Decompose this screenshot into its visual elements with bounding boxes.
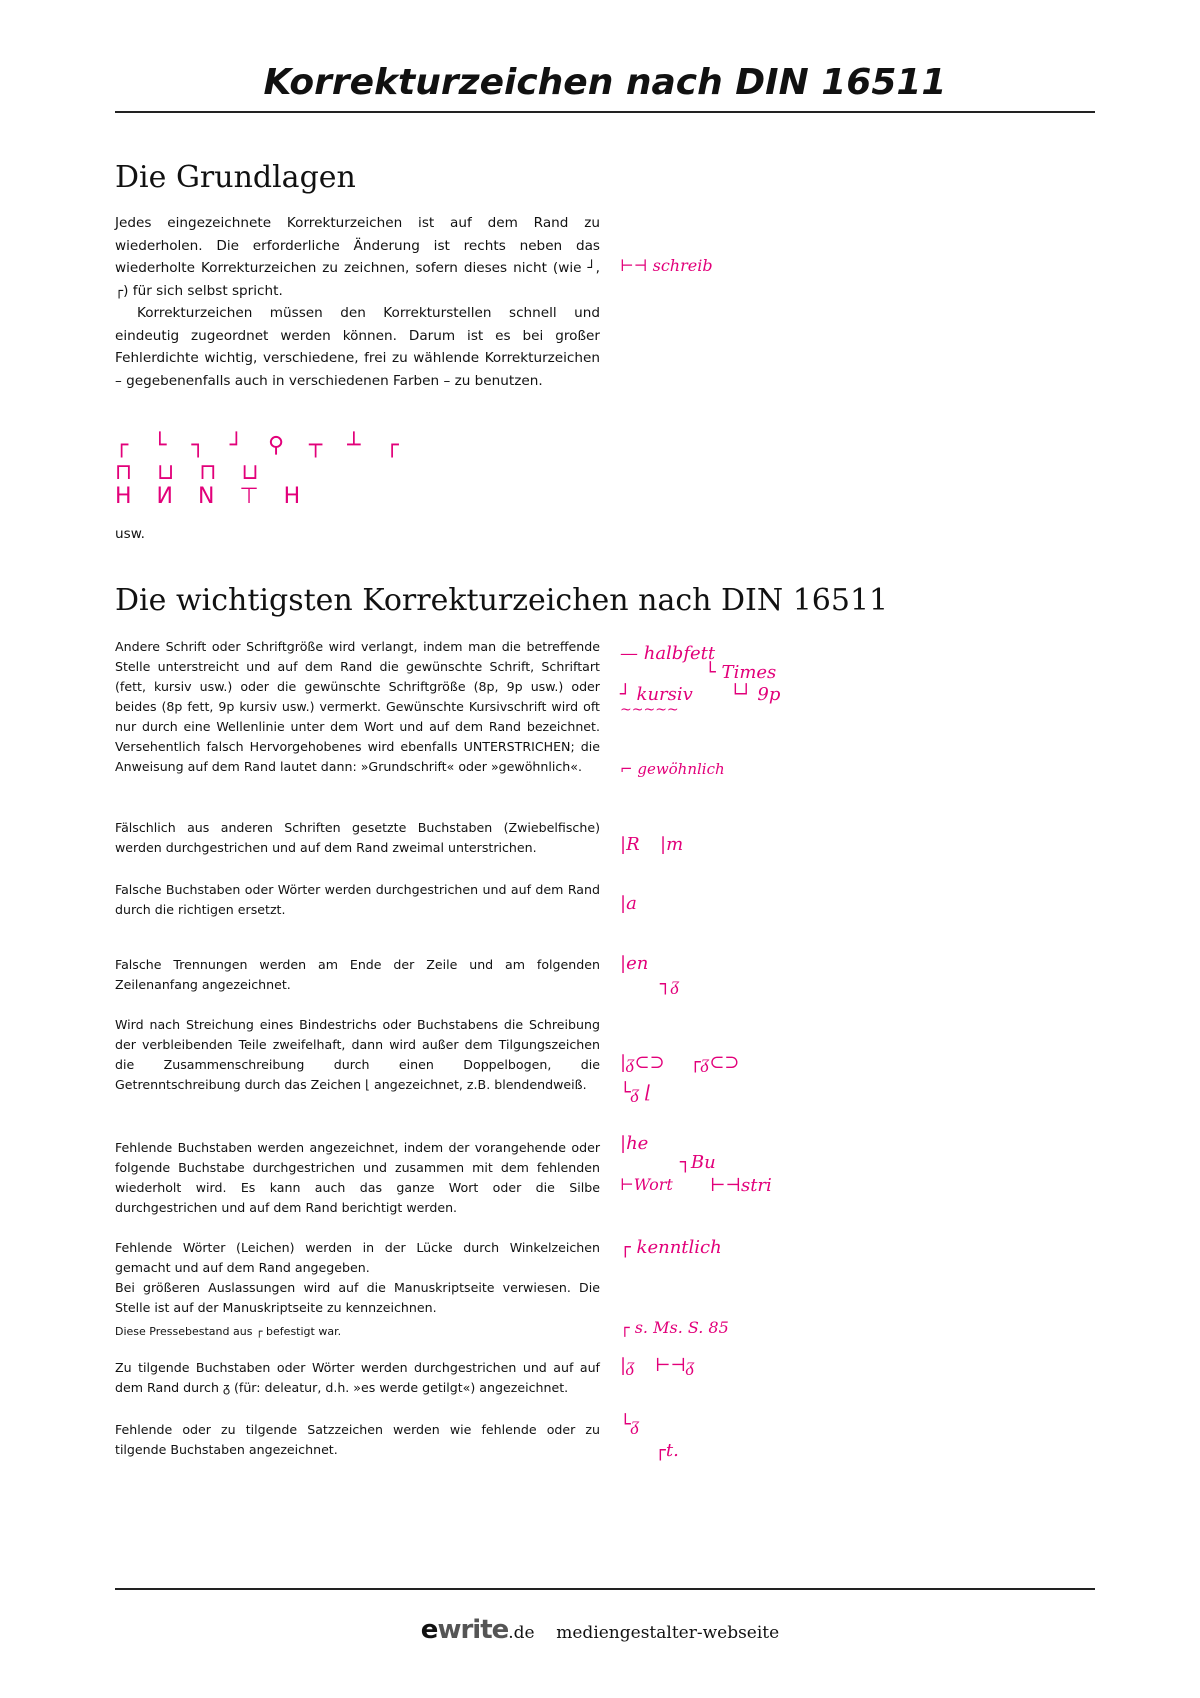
footer-rule [115, 1588, 1095, 1590]
note-gewoehnlich: ⌐ gewöhnlich [620, 760, 725, 778]
note-m: |m [660, 834, 684, 855]
note-ms-verweis: ┌ s. Ms. S. 85 [620, 1318, 729, 1337]
note-doppelbogen-2: ┌ᵹ⊂⊃ [690, 1052, 740, 1073]
symbol-row-1: ┌ └ ┐ ┘ ⚲ ┬ ┴ ┌ [115, 433, 408, 458]
note-times: └ Times [705, 662, 777, 683]
item-auslassungen-text: Bei größeren Auslassungen wird auf die Manuskriptseite verwiesen. Die Stelle ist auf der Manuskriptseite zu kennzeichnen. [115, 1280, 600, 1315]
footer-label: mediengestalter-webseite [556, 1623, 780, 1643]
paragraph-zuordnung: Korrekturzeichen müssen den Korrekturstellen schnell und eindeutig zugeordnet werden können. Darum ist es bei großer Fehlerdichte wichtig, verschiedene, frei zu wählende Korrekturzeichen – gegebenenfalls auch in verschiedenen Farben – zu benutzen. [115, 305, 600, 389]
item-zusammenschreibung-text: Wird nach Streichung eines Bindestrichs oder Buchstabens die Schreibung der verbleibenden Teile zweifelhaft, dann wird außer dem Tilgungszeichen die Zusammenschreibung durch einen Doppelbogen, die Getrenntschreibung durch das Zeichen ⌊ angezeichnet, z.B. blendendweiß. [115, 1017, 600, 1092]
note-tilg-1: |ᵹ [620, 1355, 635, 1376]
section-heading-grundlagen: Die Grundlagen [115, 160, 356, 195]
usw-label: usw. [115, 526, 145, 542]
page-title: Korrekturzeichen nach DIN 16511 [263, 62, 947, 103]
note-he: |he [620, 1133, 649, 1154]
note-Bu: ┐Bu [680, 1152, 716, 1173]
footer [0, 1615, 1200, 1645]
note-a: |a [620, 893, 637, 914]
item-satzzeichen-text: Fehlende oder zu tilgende Satzzeichen werden wie fehlende oder zu tilgende Buchstaben angezeichnet. [115, 1422, 600, 1457]
item-tilgen-text: Zu tilgende Buchstaben oder Wörter werden durchgestrichen und auf auf dem Rand durch ᵹ (für: deleatur, d.h. »es werde getilgt«) angezeichnet. [115, 1360, 600, 1395]
note-satz-tilg: └ᵹ [620, 1414, 640, 1435]
note-kenntlich: ┌ kenntlich [620, 1237, 722, 1258]
symbol-row-3: H И N ⊤ H [115, 484, 310, 509]
item-leichen-text: Fehlende Wörter (Leichen) werden in der Lücke durch Winkelzeichen gemacht und auf dem Rand angegeben. [115, 1240, 600, 1275]
item-beispiel-text: Diese Pressebestand aus ┌ befestigt war. [115, 1325, 342, 1338]
note-tilg-2: ⊢⊣ᵹ [655, 1355, 695, 1376]
note-en: |en [620, 953, 649, 974]
note-R: |R [620, 834, 640, 855]
item-trennungen-text: Falsche Trennungen werden am Ende der Zeile und am folgenden Zeilenanfang angezeichnet. [115, 957, 600, 992]
note-trenn-tilg: ┐ᵹ [660, 974, 680, 995]
item-fehlende-buchstaben-text: Fehlende Buchstaben werden angezeichnet, indem der vorangehende oder folgende Buchstabe durchgestrichen und zusammen mit dem fehlenden wiederholt wird. Es kann auch das ganze Wort oder die Silbe durchgestrichen und auf dem Rand berichtigt werden. [115, 1140, 600, 1215]
note-doppelbogen-1: |ᵹ⊂⊃ [620, 1052, 665, 1073]
item-schrift-text: Andere Schrift oder Schriftgröße wird verlangt, indem man die betreffende Stelle unterstreicht und auf dem Rand die gewünschte Schrift, Schriftart (fett, kursiv usw.) oder die gewünschte Schriftgröße (8p, 9p usw.) oder beides (8p fett, 9p kursiv usw.) vermerkt. Gewünschte Kursivschrift wird oft nur durch eine Wellenlinie unter dem Wort und auf dem Rand bezeichnet. Versehentlich falsch Hervorgehobenes wird ebenfalls UNTERSTRICHEN; die Anweisung auf dem Rand lautet dann: »Grundschrift« oder »gewöhnlich«. [115, 639, 600, 774]
logo-domain: .de [508, 1623, 535, 1643]
item-falsche-buchstaben-text: Falsche Buchstaben oder Wörter werden durchgestrichen und auf dem Rand durch die richtigen ersetzt. [115, 882, 600, 917]
note-Wort: ⊢Wort [620, 1175, 673, 1194]
note-9p: └┘ 9p [730, 684, 781, 705]
symbol-row-2: ⊓ ⊔ ⊓ ⊔ [115, 460, 268, 485]
ewrite-logo: ewrite [420, 1615, 509, 1645]
note-stri: ⊢⊣stri [710, 1175, 772, 1196]
note-kursiv: ┘ kursiv [620, 684, 693, 705]
item-zwiebelfische-text: Fälschlich aus anderen Schriften gesetzte Buchstaben (Zwiebelfische) werden durchgestrichen und auf dem Rand zweimal unterstrichen. [115, 820, 600, 855]
note-getrennt: └ᵹ ⌊ [620, 1082, 653, 1103]
paragraph-intro: Jedes eingezeichnete Korrekturzeichen ist auf dem Rand zu wiederholen. Die erforderliche Änderung ist rechts neben das wiederholte Korrekturzeichen zu zeichnen, sofern dieses nicht (wie ┘, ┌) für sich selbst spricht. [115, 215, 600, 299]
section-heading-wichtigsten: Die wichtigsten Korrekturzeichen nach DIN 16511 [115, 583, 889, 618]
note-halbfett: — halbfett [620, 643, 716, 664]
note-satz-t: ┌t. [655, 1440, 679, 1461]
header-rule [115, 111, 1095, 113]
margin-note-schreib: ⊢⊣ schreib [620, 256, 713, 275]
note-wellenlinie: ~~~~~ [620, 702, 679, 718]
